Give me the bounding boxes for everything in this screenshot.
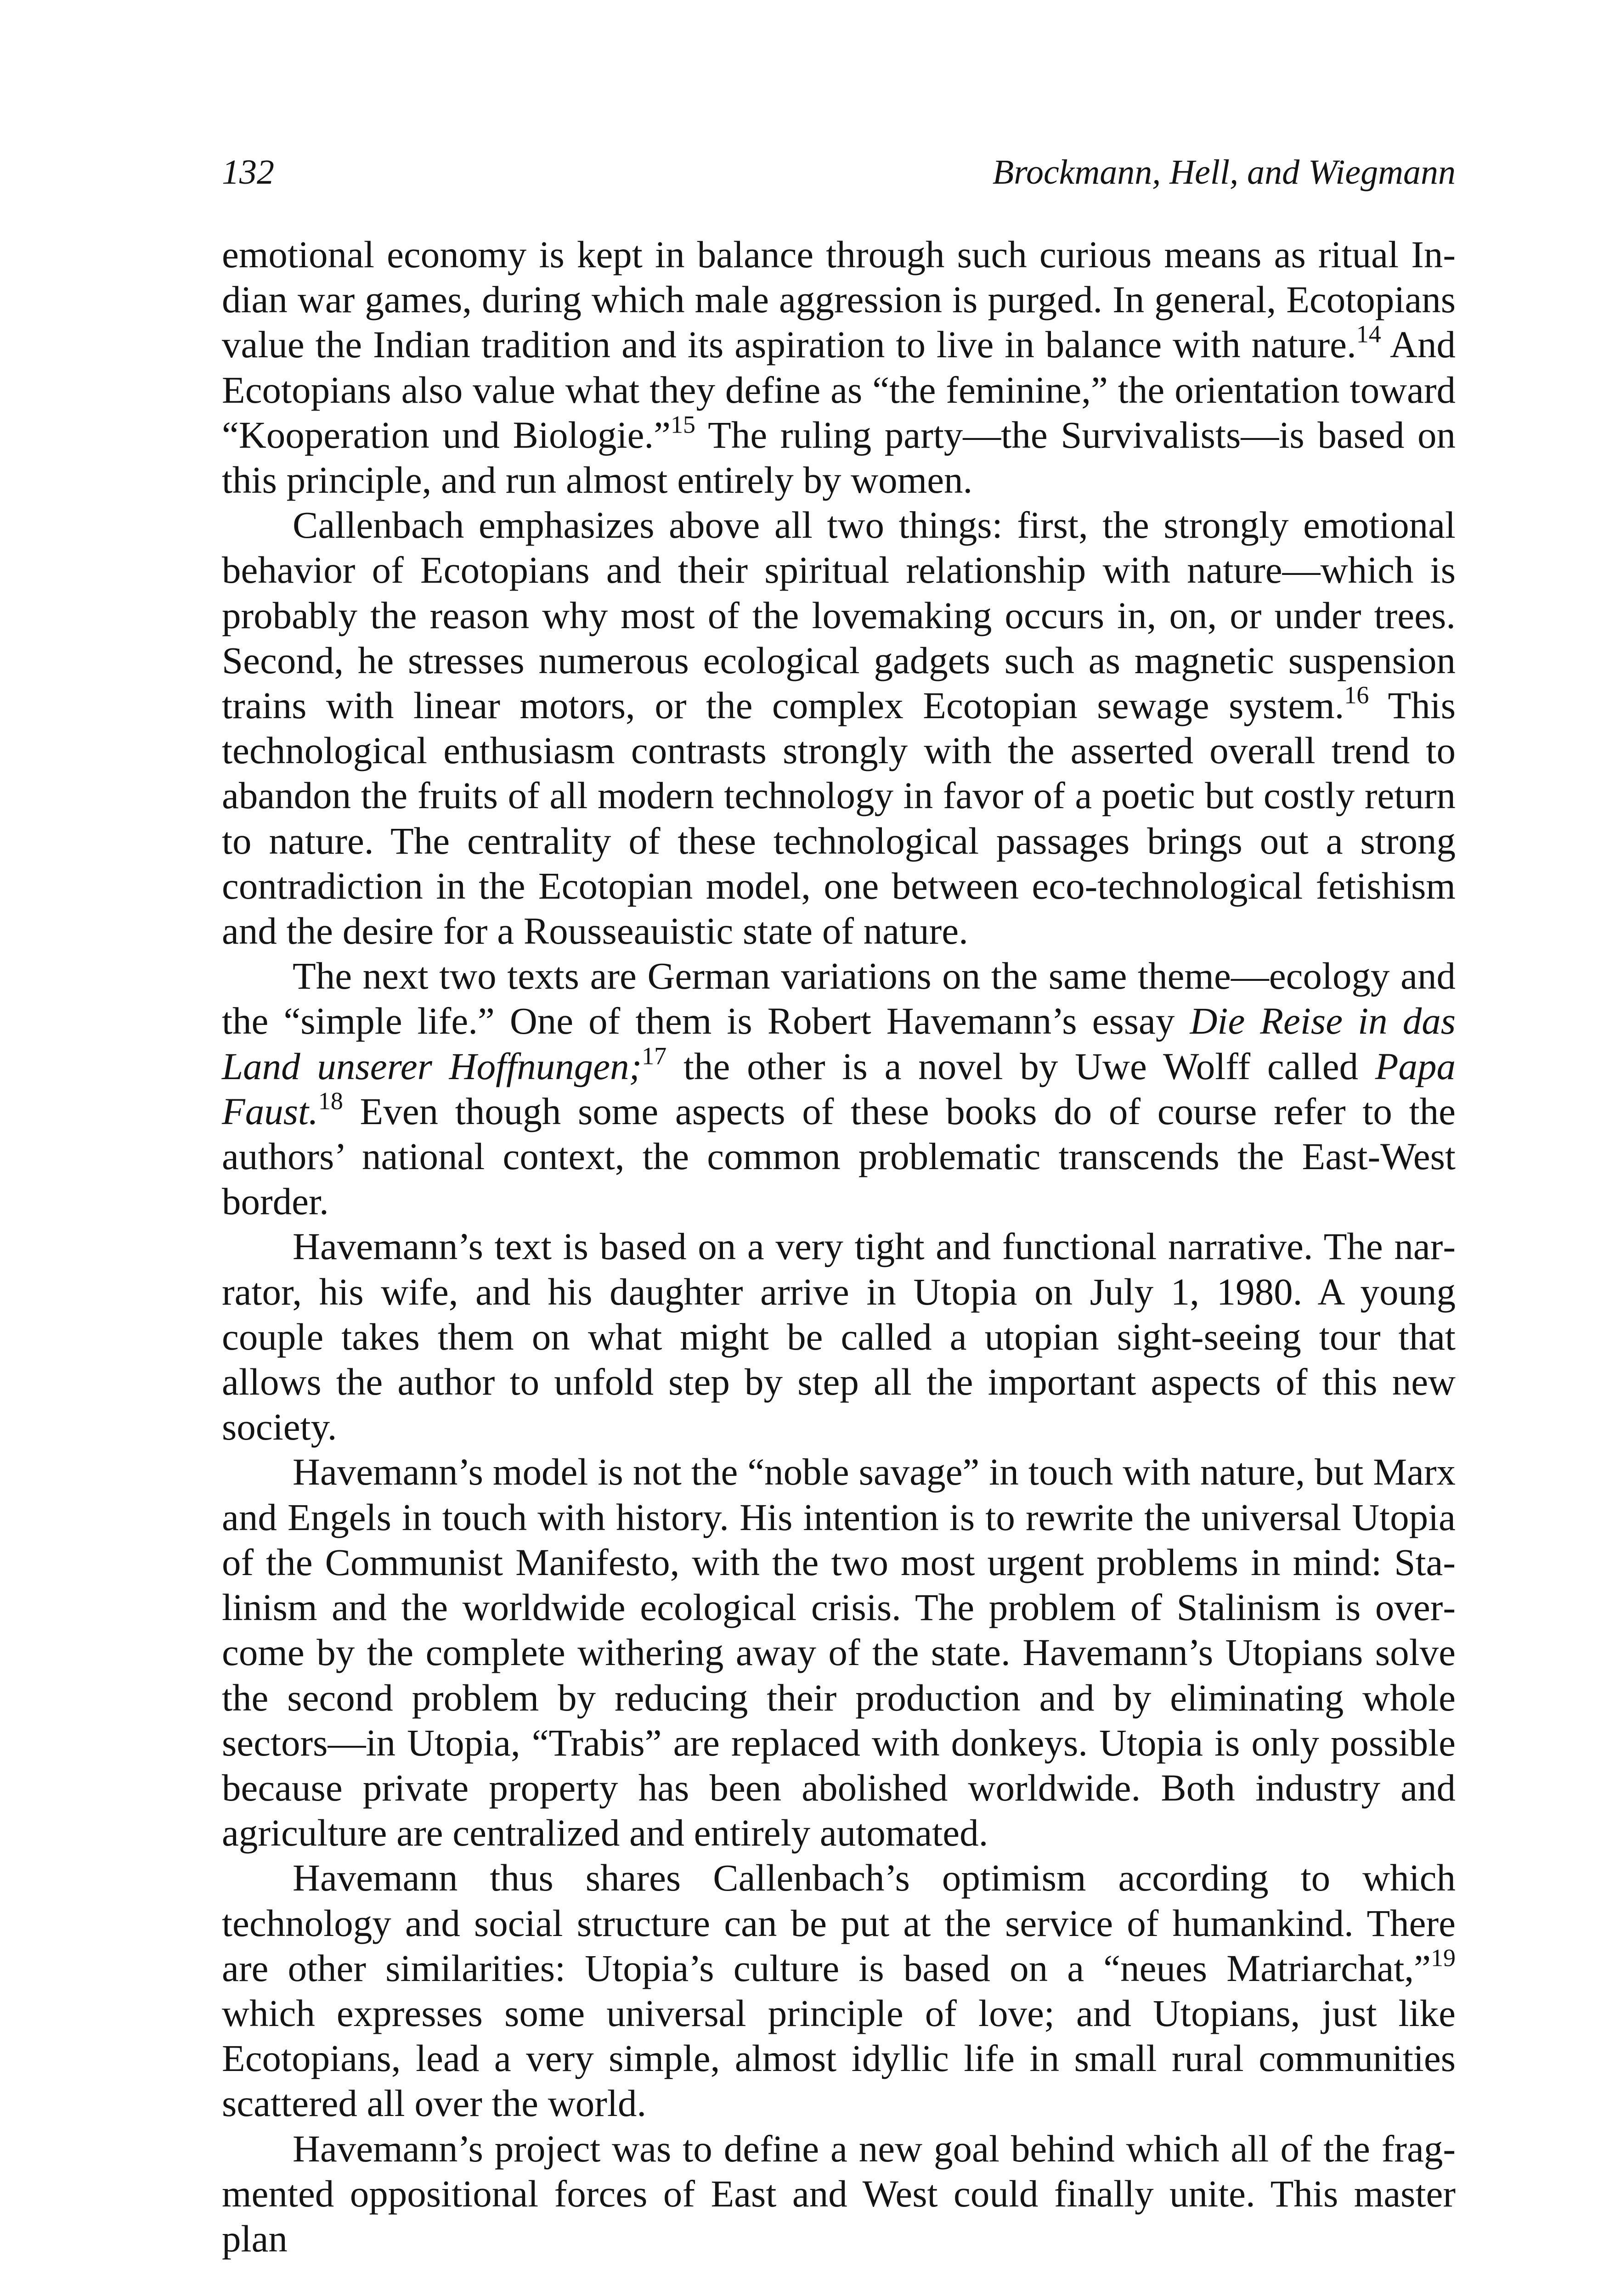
footnote-marker: 18 xyxy=(318,1087,343,1115)
paragraph xyxy=(222,1855,1456,2126)
italic-title: Die Reise in das Land unserer Hoffnungen; xyxy=(222,1000,1456,1087)
paragraph xyxy=(222,502,1456,953)
text-run: Havemann’s text is based on a very tight and functional narrative. The narrator, his wife, and his daughter arrive in Utopia on July 1, 1980. A young couple takes them on what might be called a utopian sight-seeing tour that allows the author to unfold step by step all the important aspects of this new society. xyxy=(222,1225,1456,1448)
text-run: Even though some aspects of these books do of course refer to the authors’ national context, the common problematic transcends the East-West border. xyxy=(222,1090,1456,1223)
paragraph xyxy=(222,1224,1456,1449)
text-run: This technological enthusiasm contrasts strongly with the asserted overall trend to abandon the fruits of all modern technology in favor of a poetic but costly return to nature. The centrality of these technological passages brings out a strong contradiction in the Ecotopian model, one between eco-technological fetishism and the desire for a Rousseauistic state of nature. xyxy=(222,684,1456,952)
text-run: Havemann’s model is not the “noble savage” in touch with nature, but Marx and Engels in touch with history. His intention is to rewrite the universal Utopia of the Communist Manifesto, with the two most urgent problems in mind: Stalinism and the worldwide ecological crisis. The problem of Stalinism is overcome by the complete withering away of the state. Havemann’s Utopians solve the second problem by reducing their production and by eliminating whole sectors—in Utopia, “Trabis” are replaced with donkeys. Utopia is only possible because private property has been abolished worldwide. Both industry and agriculture are centralized and entirely automated. xyxy=(222,1451,1456,1854)
text-run: which expresses some universal principle of love; and Utopians, just like Ecotopians, lead a very simple, almost idyllic life in small rural communities scattered all over the world. xyxy=(222,1992,1456,2125)
footnote-marker: 19 xyxy=(1431,1944,1456,1972)
footnote-marker: 14 xyxy=(1356,321,1381,349)
text-run: Havemann thus shares Callenbach’s optimism according to which technology and social structure can be put at the service of humankind. There are other similarities: Utopia’s culture is based on a “neues Matriarchat,” xyxy=(222,1857,1456,1989)
page-number: 132 xyxy=(222,153,274,191)
italic-title: Papa Faust. xyxy=(222,1045,1456,1132)
paragraph xyxy=(222,1449,1456,1855)
paragraph xyxy=(222,2126,1456,2262)
footnote-marker: 15 xyxy=(671,411,695,439)
text-run: Callenbach emphasizes above all two things: first, the strongly emotional behavior of Ecotopians and their spiritual relationship with nature—which is probably the reason why most of the lovemaking occurs in, on, or under trees. Second, he stresses numerous ecological gadgets such as magnetic suspension trains with linear motors, or the complex Ecotopian sewage system. xyxy=(222,504,1456,727)
page-header xyxy=(222,145,1456,200)
footnote-marker: 17 xyxy=(642,1042,667,1070)
text-run: the other is a novel by Uwe Wolff called xyxy=(666,1045,1375,1087)
text-run: The next two texts are German variations on the same theme—ecology and the “simple life.” One of them is Robert Havemann’s essay xyxy=(222,955,1456,1042)
text-run: emotional economy is kept in balance through such curious means as ritual Indian war games, during which male aggression is purged. In general, Ecotopians value the Indian tradition and its aspiration to live in balance with nature. xyxy=(222,233,1456,366)
body-text xyxy=(222,232,1456,2261)
text-run: And Ecotopians also value what they define as “the feminine,” the orientation toward “Kooperation und Biologie.” xyxy=(222,323,1456,456)
text-run: The ruling party—the Survivalists—is based on this principle, and run almost entirely by women. xyxy=(222,413,1456,501)
running-head: Brockmann, Hell, and Wiegmann xyxy=(992,153,1456,191)
text-run: Havemann’s project was to define a new goal behind which all of the fragmented oppositional forces of East and West could finally unite. This master plan xyxy=(222,2127,1456,2260)
paragraph xyxy=(222,953,1456,1224)
paragraph xyxy=(222,232,1456,502)
footnote-marker: 16 xyxy=(1344,681,1369,709)
